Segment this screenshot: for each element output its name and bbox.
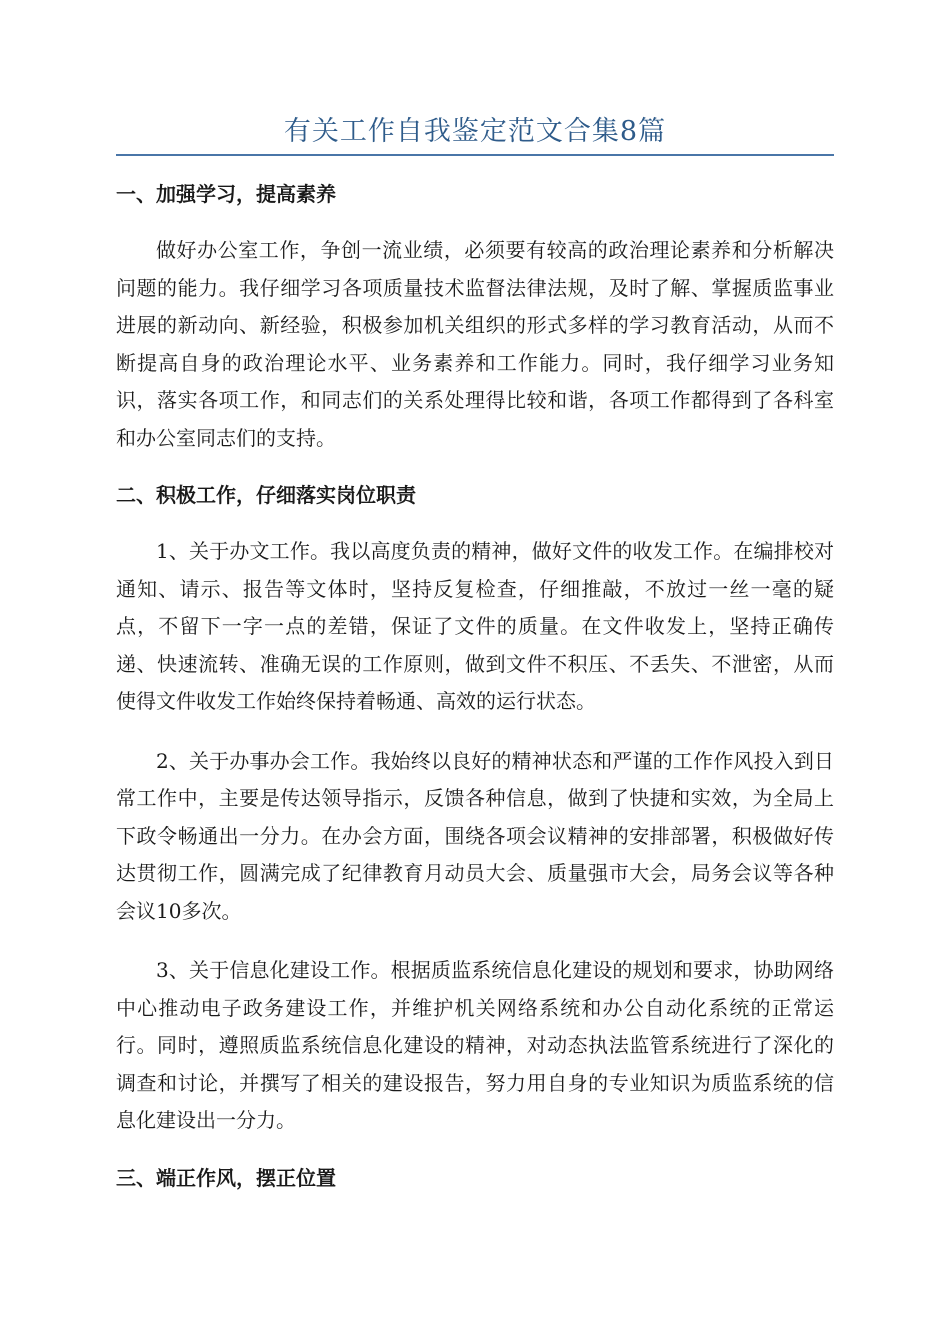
section-heading-1: 一、加强学习，提高素养 — [116, 182, 336, 206]
document-title: 有关工作自我鉴定范文合集8篇 — [283, 116, 667, 147]
section-2-paragraph-1: 1、关于办文工作。我以高度负责的精神，做好文件的收发工作。在编排校对通知、请示、报告等文体时，坚持反复检查，仔细推敲，不放过一丝一毫的疑点，不留下一字一点的差错，保证了文件的质量。在文件收发上，坚持正确传递、快速流转、准确无误的工作原则，做到文件不积压、不丢失、不泄密，从而使得文件收发工作始终保持着畅通、高效的运行状态。 — [116, 539, 834, 713]
section-1-paragraph-1: 做好办公室工作，争创一流业绩，必须要有较高的政治理论素养和分析解决问题的能力。我仔细学习各项质量技术监督法律法规，及时了解、掌握质监事业进展的新动向、新经验，积极参加机关组织的形式多样的学习教育活动，从而不断提高自身的政治理论水平、业务素养和工作能力。同时，我仔细学习业务知识，落实各项工作，和同志们的关系处理得比较和谐，各项工作都得到了各科室和办公室同志们的支持。 — [116, 238, 834, 450]
section-heading-2: 二、积极工作，仔细落实岗位职责 — [116, 483, 416, 507]
section-heading-3: 三、端正作风，摆正位置 — [116, 1165, 336, 1190]
document-body — [116, 178, 834, 1216]
title-divider — [116, 154, 834, 156]
section-2-paragraph-3: 3、关于信息化建设工作。根据质监系统信息化建设的规划和要求，协助网络中心推动电子政务建设工作，并维护机关网络系统和办公自动化系统的正常运行。同时，遵照质监系统信息化建设的精神，对动态执法监管系统进行了深化的调查和讨论，并撰写了相关的建设报告，努力用自身的专业知识为质监系统的信息化建设出一分力。 — [116, 958, 834, 1132]
section-2-paragraph-2: 2、关于办事办会工作。我始终以良好的精神状态和严谨的工作作风投入到日常工作中，主要是传达领导指示，反馈各种信息，做到了快捷和实效，为全局上下政令畅通出一分力。在办会方面，围绕各项会议精神的安排部署，积极做好传达贯彻工作，圆满完成了纪律教育月动员大会、质量强市大会，局务会议等各种会议10多次。 — [116, 748, 834, 923]
